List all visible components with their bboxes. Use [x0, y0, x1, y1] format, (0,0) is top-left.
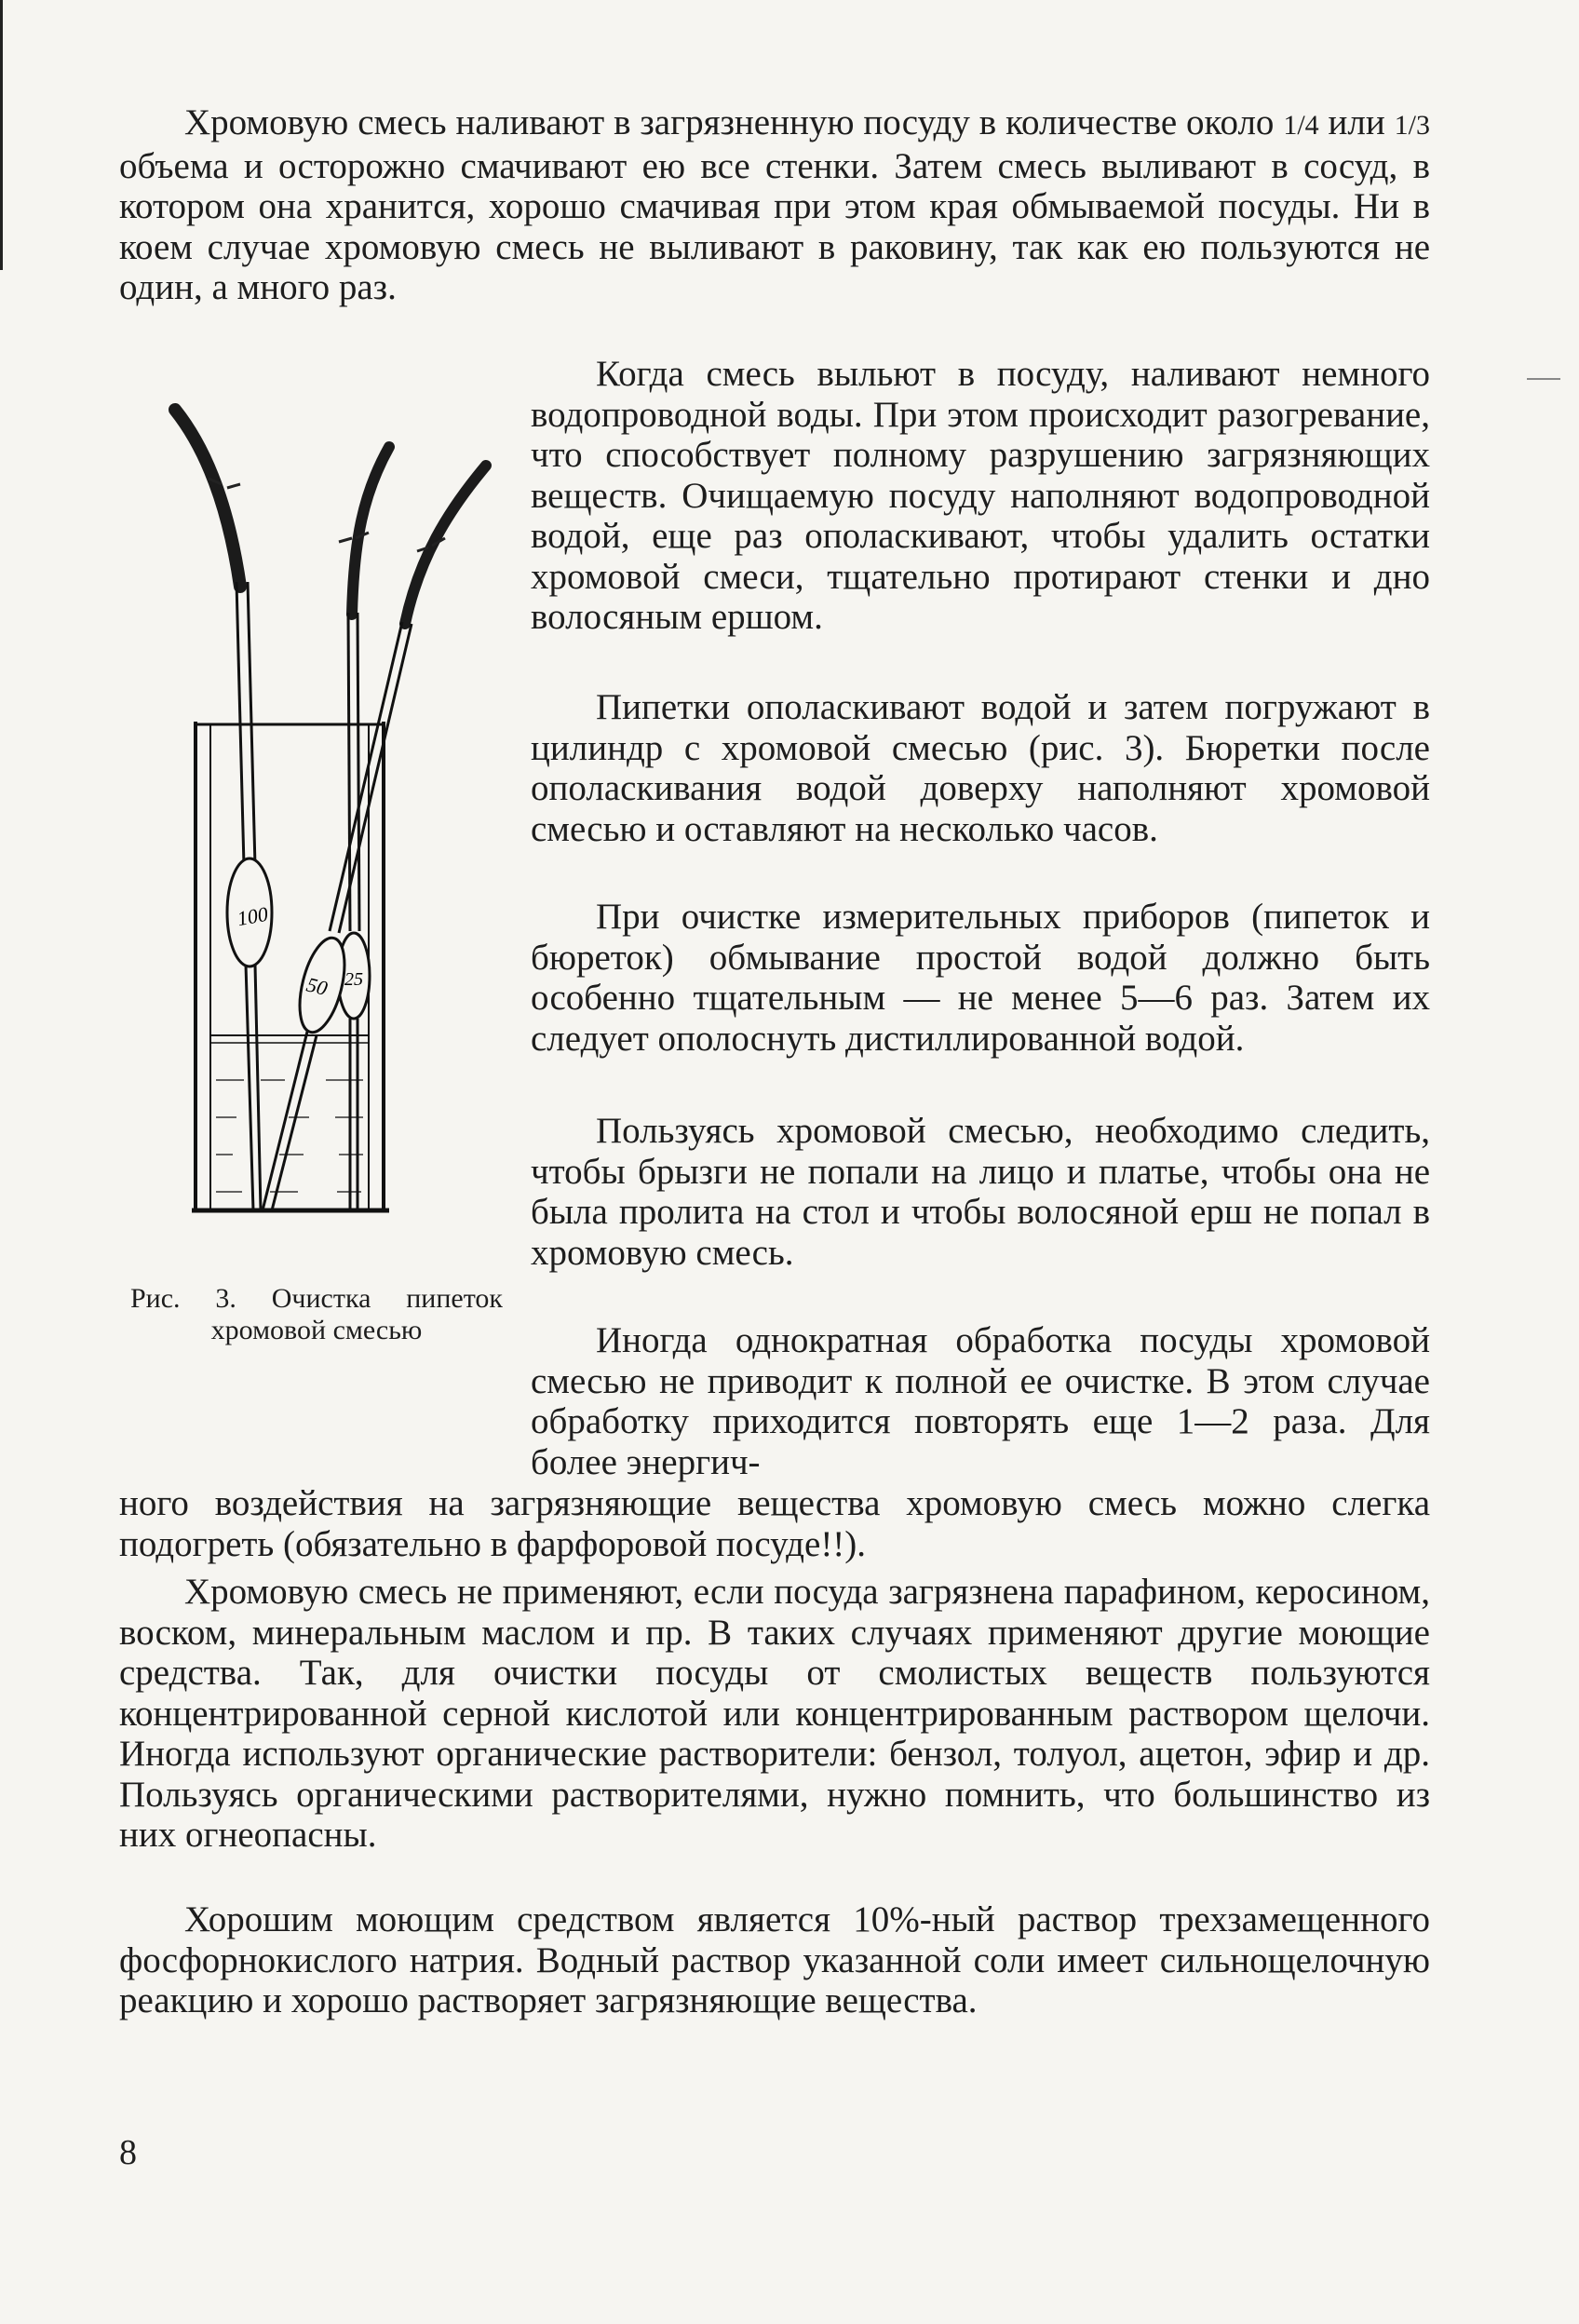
margin-mark [1527, 378, 1560, 380]
paragraph-8: Хорошим моющим средством является 10%-ный раствор трехзамещенного фосфорнокислого натрия. Водный раствор указанной соли имеет сильнощелочную реакцию и хорошо растворяет загрязняющие вещества. [119, 1899, 1430, 2020]
page-edge-rule [0, 0, 3, 270]
figure-pipette-cylinder [140, 372, 531, 1304]
paragraph-4: При очистке измерительных приборов (пипеток и бюреток) обмывание простой водой должно быть особенно тщательным — не менее 5—6 раз. Затем их следует ополоснуть дистиллированной водой. [531, 897, 1430, 1059]
pipette-100 [227, 582, 272, 1210]
paragraph-5: Пользуясь хромовой смесью, необходимо следить, чтобы брызги не попали на лицо и платье, чтобы она не была пролита на стол и чтобы волосяной ерш не попал в хромовую смесь. [531, 1111, 1430, 1273]
paragraph-6-continued: ного воздействия на загрязняющие вещества хромовую смесь можно слегка подогреть (обязательно в фарфоровой посуде!!). [119, 1483, 1430, 1564]
paragraph-3: Пипетки ополаскивают водой и затем погружают в цилиндр с хромовой смесью (рис. 3). Бюретки после ополаскивания водой доверху наполняют хромовой смесью и оставляют на несколько часов. [531, 687, 1430, 849]
paragraph-1-text-b: или [1318, 102, 1395, 142]
paragraph-1-text-a: Хромовую смесь наливают в загрязненную посуду в количестве около [184, 102, 1284, 142]
paragraph-7: Хромовую смесь не применяют, если посуда загрязнена парафином, керосином, воском, минеральным маслом и пр. В таких случаях применяют другие моющие средства. Так, для очистки посуды от смолистых веществ пользуются концентрированной серной кислотой или концентрированным раствором щелочи. Иногда используют органические растворители: бензол, толуол, ацетон, эфир и др. Пользуясь органическими растворителями, нужно помнить, что большинство из них огнеопасны. [119, 1572, 1430, 1855]
rubber-tube-1 [175, 410, 240, 587]
pipette-50 [263, 622, 412, 1210]
paragraph-1-text-c: объема и осторожно смачивают ею все стенки. Затем смесь выливают в сосуд, в котором она хранится, хорошо смачивая при этом края обмываемой посуды. Ни в коем случае хромовую смесь не выливают в раковину, так как ею пользуются не один, а много раз. [119, 145, 1430, 307]
fraction-third: 1/3 [1394, 110, 1430, 141]
paragraph-2: Когда смесь выльют в посуду, наливают немного водопроводной воды. При этом происходит разогревание, что способствует полному разрушению загрязняющих веществ. Очищаемую посуду наполняют водопроводной водой, еще раз ополаскивают, чтобы удалить остатки хромовой смеси, тщательно протирают стенки и дно волосяным ершом. [531, 354, 1430, 637]
page-number: 8 [119, 2133, 137, 2172]
rubber-tube-3 [405, 466, 486, 624]
paragraph-6-column: Иногда однократная обработка посуды хромовой смесью не приводит к полной ее очистке. В этом случае обработку приходится повторять еще 1—2 раза. Для более энергич- [531, 1320, 1430, 1482]
figure-caption [130, 1283, 503, 1346]
fraction-quarter: 1/4 [1283, 110, 1319, 141]
paragraph-1 [119, 102, 1430, 308]
rubber-tube-2 [352, 447, 389, 615]
pipette-label-50: 50 [304, 972, 331, 1001]
pipette-label-25: 25 [344, 969, 363, 990]
pipette-label-100: 100 [235, 901, 270, 931]
figure-caption-text: Рис. 3. Очистка пипеток хромовой смесью [130, 1283, 503, 1345]
